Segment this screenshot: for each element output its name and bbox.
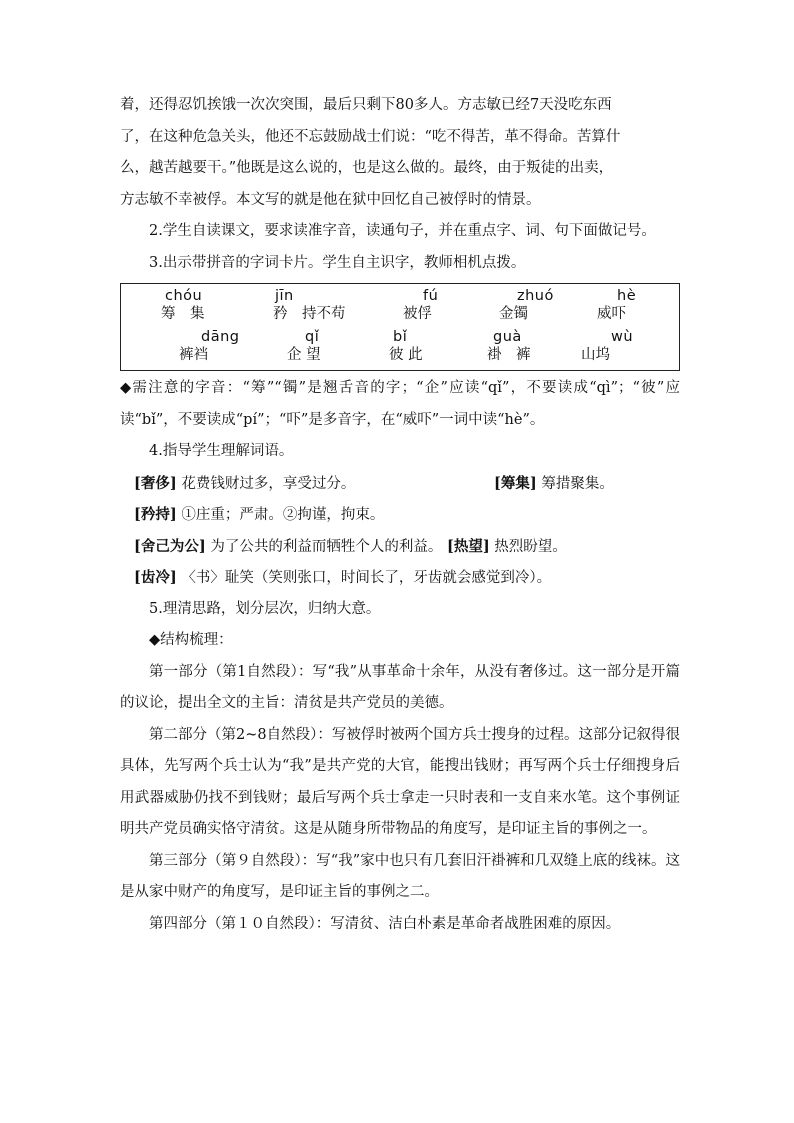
pinyin: chóu	[165, 288, 203, 304]
pinyin-item	[287, 329, 321, 363]
pinyin: wù	[611, 329, 634, 345]
structure-part: 第二部分（第2~8自然段）：写被俘时被两个国方兵士搜身的过程。这部分记叙得很具体，先写两个兵士认为“我”是共产党的大官，能搜出钱财；再写两个兵士仔细搜身后用武器威胁仍找不到钱财；最后写两个兵士拿走一只时表和一支自来水笔。这个事例证明共产党员确实恪守清贫。这是从随身所带物品的角度写，是印证主旨的事例之一。	[120, 726, 680, 837]
pronunciation-note: ◆需注意的字音：“筹”“镯”是翘舌音的字；“企”应读“qǐ”，不要读成“qì”；“彼”应读“bǐ”，不要读成“pí”；“吓”是多音字，在“威吓”一词中读“hè”。	[120, 380, 680, 428]
pinyin-item	[179, 329, 239, 363]
pinyin: qǐ	[305, 329, 320, 345]
structure-heading: ◆结构梳理：	[149, 632, 233, 648]
vocab-definition: 〈书〉耻笑（笑则张口，时间长了，牙齿就会感觉到冷）。	[181, 570, 552, 586]
step-2: 2.学生自读课文，要求读准字音，读通句子，并在重点字、词、句下面做记号。	[149, 223, 656, 239]
intro-paragraph	[120, 90, 680, 216]
pinyin-item	[273, 288, 346, 322]
pinyin-item	[161, 288, 205, 322]
vocab-term: [热望]	[446, 537, 490, 555]
pinyin-item	[581, 329, 633, 363]
structure-part: 第三部分（第９自然段）：写“我”家中也只有几套旧汗褂裤和几双缝上底的线袜。这是从家中财产的角度写，是印证主旨的事例之二。	[120, 852, 680, 900]
word: 筹 集	[161, 306, 205, 322]
pinyin: hè	[617, 288, 637, 304]
word: 企 望	[287, 347, 321, 363]
vocab-row	[120, 499, 680, 531]
vocab-row	[120, 562, 680, 594]
vocab-definition: ①庄重；严肃。②拘谨，拘束。	[181, 507, 385, 523]
vocab-list	[120, 468, 680, 594]
word: 威吓	[597, 306, 626, 322]
vocab-term: [齿冷]	[134, 569, 177, 586]
intro-line: 着，还得忍饥挨饿一次次突围，最后只剩下80多人。方志敏已经7天没吃东西	[120, 97, 612, 113]
vocab-term: [矜持]	[134, 506, 177, 523]
word: 矜 持不苟	[273, 306, 346, 322]
vocab-definition: 花费钱财过多，享受过分。	[181, 475, 356, 492]
pinyin-row-1	[121, 288, 679, 328]
pinyin: bǐ	[393, 329, 408, 345]
pinyin: jīn	[275, 288, 294, 304]
vocab-row	[120, 531, 680, 563]
intro-line: 了，在这种危急关头，他还不忘鼓励战士们说：“吃不得苦，革不得命。苦算什	[120, 128, 621, 145]
word: 彼 此	[389, 347, 423, 363]
pinyin-item	[597, 288, 636, 322]
vocab-item-2	[494, 468, 614, 501]
vocab-definition: 为了公共的利益而牺牲个人的利益。	[210, 538, 443, 555]
vocab-row	[120, 468, 680, 500]
word: 山坞	[581, 347, 610, 363]
structure-parts	[120, 657, 680, 941]
vocab-definition: 热烈盼望。	[494, 538, 567, 555]
step-5: 5.理清思路，划分层次，归纳大意。	[149, 600, 381, 617]
word: 金镯	[499, 306, 528, 322]
structure-part: 第一部分（第1自然段）：写“我”从事革命十余年，从没有奢侈过。这一部分是开篇的议论，提出全文的主旨：清贫是共产党员的美德。	[120, 663, 680, 711]
intro-line: 么，越苦越要干。”他既是这么说的，也是这么做的。最终，由于叛徒的出卖，	[120, 160, 614, 176]
vocab-term: [筹集]	[494, 474, 537, 492]
vocab-term: [奢侈]	[134, 474, 177, 492]
page-content	[120, 90, 680, 940]
vocab-definition: 筹措聚集。	[541, 475, 614, 492]
pinyin-item	[389, 329, 423, 363]
step-4: 4.指导学生理解词语。	[149, 443, 294, 459]
pinyin-item	[403, 288, 438, 322]
pinyin-item	[499, 288, 554, 322]
word: 裤裆	[179, 347, 208, 363]
pinyin: zhuó	[517, 288, 554, 304]
step-3: 3.出示带拼音的字词卡片。学生自主识字，教师相机点拨。	[149, 254, 526, 271]
pinyin: dāng	[201, 329, 240, 345]
vocab-term: [舍己为公]	[134, 537, 206, 555]
pinyin-item	[487, 329, 531, 363]
word: 褂 裤	[487, 347, 531, 363]
pinyin: fú	[423, 288, 439, 304]
structure-part: 第四部分（第１０自然段）：写清贫、洁白朴素是革命者战胜困难的原因。	[149, 915, 621, 932]
pinyin-card	[120, 283, 680, 371]
vocab-item-2	[447, 539, 567, 555]
word: 被俘	[403, 306, 432, 322]
intro-line: 方志敏不幸被俘。本文写的就是他在狱中回忆自己被俘时的情景。	[120, 191, 541, 208]
pinyin-row-2	[121, 329, 679, 369]
pinyin: guà	[493, 329, 522, 345]
